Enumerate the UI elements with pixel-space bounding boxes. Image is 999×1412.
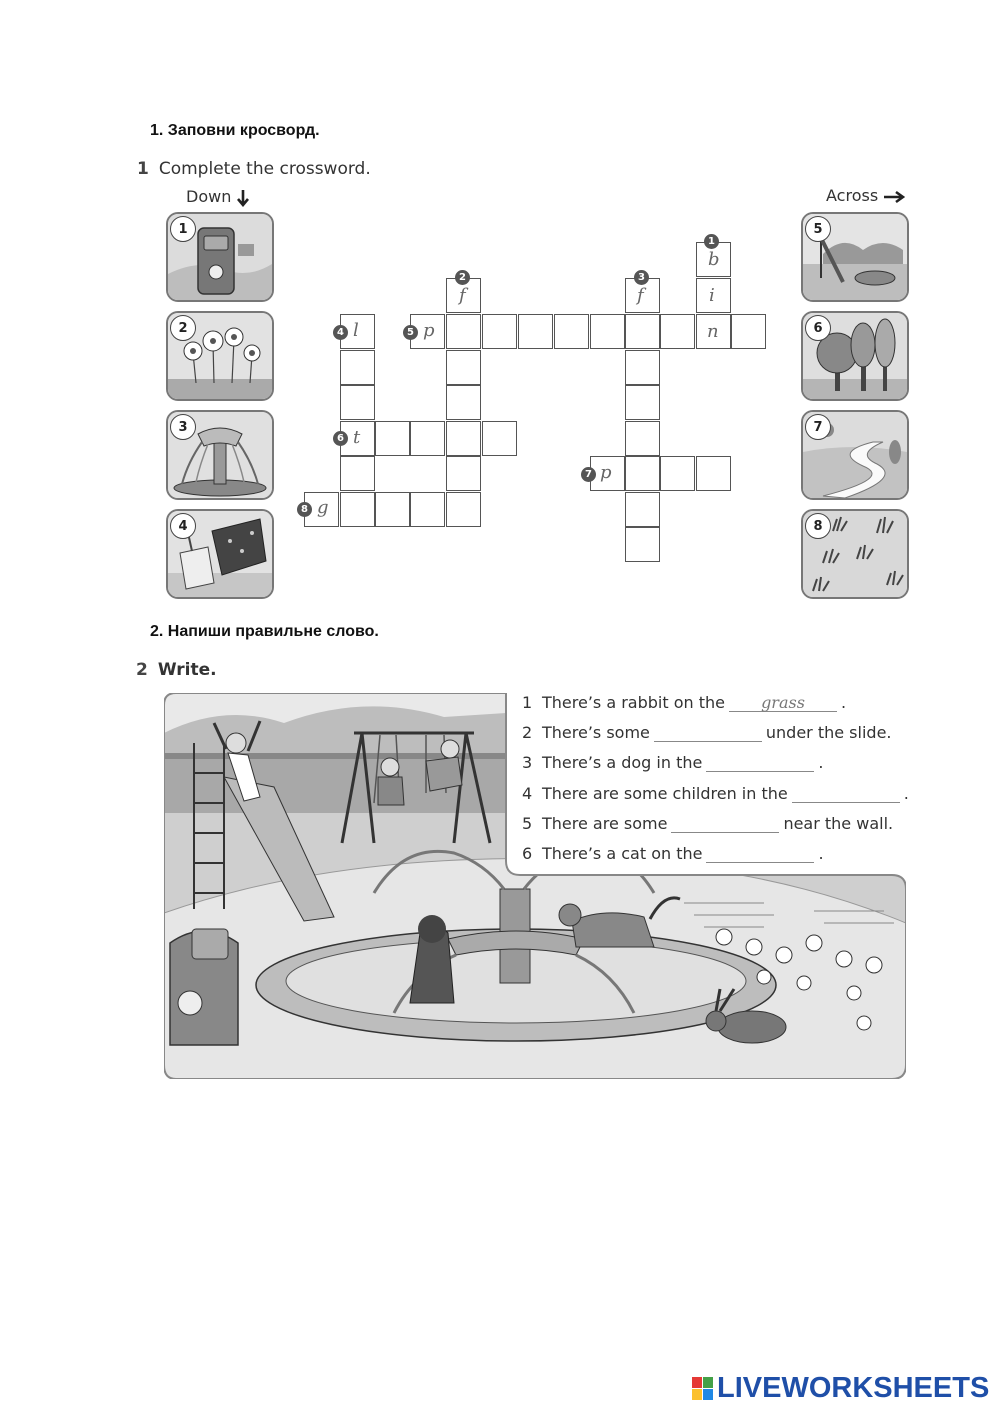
answer-blank-5[interactable] xyxy=(671,814,779,833)
crossword-cell[interactable] xyxy=(518,314,553,349)
crossword-cell[interactable] xyxy=(446,492,481,527)
arrow-down-icon xyxy=(236,189,250,207)
crossword-cell[interactable] xyxy=(340,492,375,527)
crossword-cell[interactable] xyxy=(625,527,660,562)
sentence-1 xyxy=(522,693,846,712)
instruction-1: 1. Заповни кросворд. xyxy=(150,122,320,139)
crossword-cell[interactable] xyxy=(340,456,375,491)
given-letter: b xyxy=(708,249,720,270)
exercise-1-number: 1 xyxy=(137,159,149,179)
crossword-cell[interactable] xyxy=(554,314,589,349)
picture-number: 4 xyxy=(170,513,196,539)
crossword-cell[interactable] xyxy=(446,456,481,491)
exercise-2-heading xyxy=(136,660,217,680)
crossword-cell[interactable] xyxy=(625,492,660,527)
clue-number: 5 xyxy=(403,325,418,340)
crossword-cell[interactable] xyxy=(446,421,481,456)
crossword-cell-input[interactable] xyxy=(341,351,374,384)
picture-down-4 xyxy=(166,509,274,599)
crossword-cell-input[interactable] xyxy=(626,386,659,419)
given-letter: g xyxy=(317,497,329,518)
crossword-cell-input[interactable] xyxy=(661,457,694,490)
sentence-text-before: There’s a cat on the xyxy=(542,844,703,863)
crossword-cell[interactable] xyxy=(590,314,625,349)
crossword-cell-input[interactable] xyxy=(341,493,374,526)
sentence-3 xyxy=(522,753,823,772)
sentence-text-after: . xyxy=(903,784,909,803)
sentence-number: 5 xyxy=(522,814,533,833)
exercise-1-title: Complete the crossword. xyxy=(158,159,371,179)
crossword-cell[interactable] xyxy=(696,456,731,491)
crossword-cell-input[interactable] xyxy=(626,422,659,455)
crossword-cell-input[interactable] xyxy=(376,493,409,526)
answer-input-1[interactable] xyxy=(729,693,837,712)
clue-number: 3 xyxy=(634,270,649,285)
crossword-cell-input[interactable] xyxy=(626,528,659,561)
picture-down-2 xyxy=(166,311,274,401)
exercise-2-title: Write. xyxy=(157,660,217,680)
picture-across-5 xyxy=(801,212,909,302)
given-letter: l xyxy=(353,320,359,341)
sentence-number: 6 xyxy=(522,844,533,863)
given-letter: f xyxy=(637,285,644,306)
clue-number: 7 xyxy=(581,467,596,482)
sentence-text-before: There’s some xyxy=(542,723,650,742)
crossword-cell-input[interactable] xyxy=(447,351,480,384)
instruction-2: 2. Напиши правильне слово. xyxy=(150,623,379,640)
sentence-number: 3 xyxy=(522,753,533,772)
exercise-1-heading xyxy=(137,159,371,179)
picture-across-7 xyxy=(801,410,909,500)
crossword-cell-input[interactable] xyxy=(591,315,624,348)
picture-number: 3 xyxy=(170,414,196,440)
sentence-2 xyxy=(522,723,892,742)
crossword-cell[interactable] xyxy=(482,421,517,456)
sentence-text-before: There are some children in the xyxy=(542,784,788,803)
crossword-cell[interactable] xyxy=(731,314,766,349)
given-letter: n xyxy=(707,321,719,342)
exercise-2-number: 2 xyxy=(136,660,148,680)
park-scene-illustration xyxy=(164,693,906,1079)
crossword-cell[interactable] xyxy=(340,385,375,420)
sentence-text-after: . xyxy=(818,753,824,772)
crossword-cell-input[interactable] xyxy=(447,457,480,490)
crossword-cell[interactable] xyxy=(660,456,695,491)
crossword-cell-input[interactable] xyxy=(697,457,730,490)
logo-mark-icon xyxy=(692,1377,714,1401)
picture-number: 1 xyxy=(170,216,196,242)
answer-blank-2[interactable] xyxy=(654,723,762,742)
clue-number: 2 xyxy=(455,270,470,285)
answer-input-5[interactable] xyxy=(671,814,779,833)
crossword-cell[interactable] xyxy=(625,421,660,456)
answer-blank-6[interactable] xyxy=(706,844,814,863)
sentence-text-before: There’s a dog in the xyxy=(542,753,703,772)
crossword-cell[interactable] xyxy=(625,456,660,491)
crossword-cell-input[interactable] xyxy=(447,315,480,348)
sentence-number: 4 xyxy=(522,784,533,803)
given-letter: p xyxy=(600,462,612,483)
crossword-cell-input[interactable] xyxy=(732,315,765,348)
picture-number: 2 xyxy=(170,315,196,341)
crossword-cell-input[interactable] xyxy=(483,315,516,348)
crossword-cell-input[interactable] xyxy=(626,351,659,384)
crossword-cell-input[interactable] xyxy=(626,457,659,490)
crossword-cell[interactable] xyxy=(446,350,481,385)
crossword-cell[interactable] xyxy=(340,350,375,385)
crossword-cell[interactable] xyxy=(410,492,445,527)
sentence-text-after: near the wall. xyxy=(783,814,894,833)
across-label-text: Across xyxy=(826,186,879,205)
crossword-cell[interactable] xyxy=(446,385,481,420)
crossword-cell[interactable] xyxy=(625,350,660,385)
crossword-cell-input[interactable] xyxy=(626,315,659,348)
sentence-number: 1 xyxy=(522,693,533,712)
picture-number: 7 xyxy=(805,414,831,440)
sentence-text-after: . xyxy=(818,844,824,863)
picture-number: 5 xyxy=(805,216,831,242)
arrow-right-icon xyxy=(883,190,905,204)
picture-number: 8 xyxy=(805,513,831,539)
crossword-cell[interactable] xyxy=(375,492,410,527)
sentence-number: 2 xyxy=(522,723,533,742)
crossword-cell[interactable] xyxy=(410,421,445,456)
crossword-cell-input[interactable] xyxy=(661,315,694,348)
crossword-cell[interactable] xyxy=(625,385,660,420)
across-label xyxy=(826,186,905,205)
picture-across-6 xyxy=(801,311,909,401)
sentence-6 xyxy=(522,844,824,863)
logo-text: LIVEWORKSHEETS xyxy=(717,1372,990,1404)
answer-input-3[interactable] xyxy=(706,753,814,772)
crossword-cell[interactable] xyxy=(660,314,695,349)
crossword-cell-input[interactable] xyxy=(411,422,444,455)
given-letter: i xyxy=(709,285,715,306)
crossword-cell-input[interactable] xyxy=(626,493,659,526)
crossword-cell-input[interactable] xyxy=(376,422,409,455)
answer-blank-4[interactable] xyxy=(792,784,900,803)
picture-down-3 xyxy=(166,410,274,500)
down-label-text: Down xyxy=(186,187,232,206)
crossword-cell-input[interactable] xyxy=(555,315,588,348)
answer-input-2[interactable] xyxy=(654,723,762,742)
crossword-cell[interactable] xyxy=(482,314,517,349)
answer-input-4[interactable] xyxy=(792,784,900,803)
crossword-cell-input[interactable] xyxy=(447,386,480,419)
crossword-cell-input[interactable] xyxy=(483,422,516,455)
given-letter: t xyxy=(353,427,361,448)
sentence-4 xyxy=(522,784,909,803)
crossword-cell-input[interactable] xyxy=(447,493,480,526)
answer-blank-3[interactable] xyxy=(706,753,814,772)
picture-down-1 xyxy=(166,212,274,302)
crossword-cell[interactable] xyxy=(375,421,410,456)
given-letter: p xyxy=(423,320,435,341)
clue-number: 1 xyxy=(704,234,719,249)
down-label xyxy=(186,187,250,207)
liveworksheets-logo xyxy=(692,1372,989,1405)
clue-number: 4 xyxy=(333,325,348,340)
sentence-text-before: There’s a rabbit on the xyxy=(542,693,725,712)
sentence-text-after: under the slide. xyxy=(765,723,892,742)
clue-number: 8 xyxy=(297,502,312,517)
sentence-text-after: . xyxy=(841,693,847,712)
crossword-cell[interactable] xyxy=(446,314,481,349)
clue-number: 6 xyxy=(333,431,348,446)
sentence-5 xyxy=(522,814,893,833)
answer-input-6[interactable] xyxy=(706,844,814,863)
answer-blank-1[interactable] xyxy=(729,693,837,712)
crossword-cell-input[interactable] xyxy=(341,457,374,490)
crossword-cell-input[interactable] xyxy=(519,315,552,348)
crossword-cell-input[interactable] xyxy=(447,422,480,455)
picture-number: 6 xyxy=(805,315,831,341)
crossword-cell[interactable] xyxy=(625,314,660,349)
given-letter: f xyxy=(459,285,466,306)
crossword-cell-input[interactable] xyxy=(341,386,374,419)
crossword-cell-input[interactable] xyxy=(411,493,444,526)
sentence-text-before: There are some xyxy=(542,814,668,833)
picture-across-8 xyxy=(801,509,909,599)
